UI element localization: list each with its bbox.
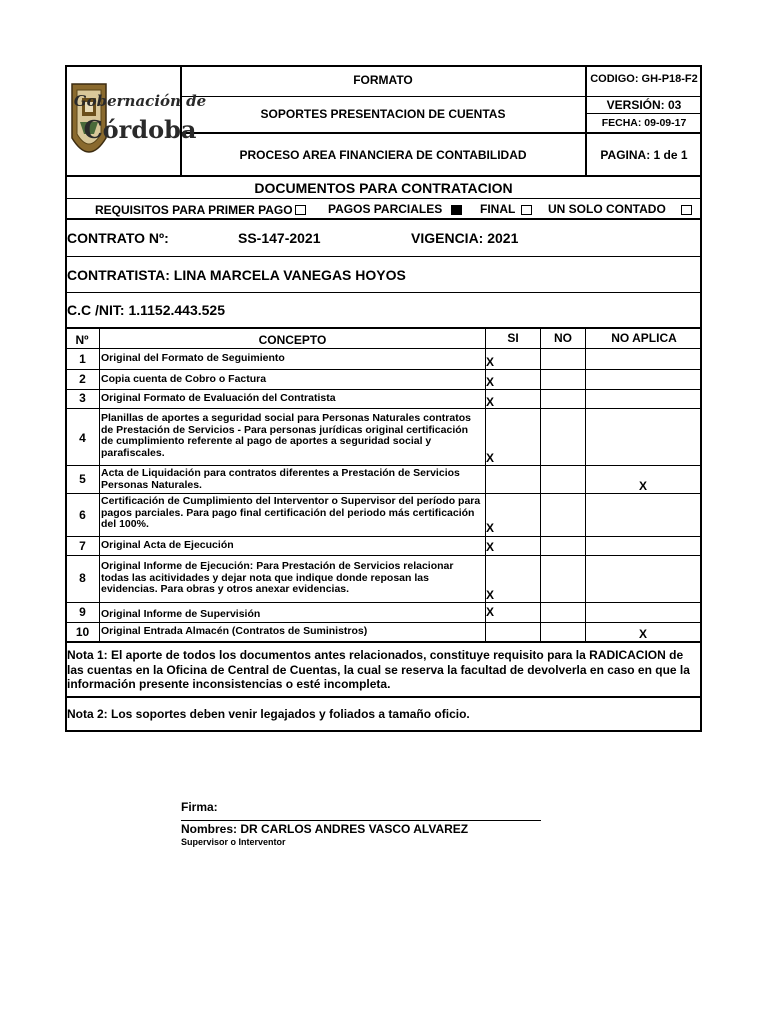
- divider: [540, 328, 541, 642]
- col-header-si: SI: [507, 331, 519, 345]
- row-concepto: Original Informe de Ejecución: Para Prestación de Servicios relacionar todas las acitividades y dejar nota que indique donde reposan las evidencias. Para obras y otros anexar evidencias.: [101, 560, 454, 595]
- form-title: SOPORTES PRESENTACION DE CUENTAS: [260, 107, 506, 121]
- cc-nit: C.C /NIT: 1.1152.443.525: [67, 302, 225, 318]
- mark-si: X: [486, 521, 495, 535]
- divider: [65, 696, 702, 698]
- form-code: CODIGO: GH-P18-F2: [590, 73, 698, 85]
- row-number: 6: [79, 508, 86, 522]
- row-concepto: Acta de Liquidación para contratos diferentes a Prestación de Servicios Personas Naturales.: [101, 467, 460, 491]
- row-number: 3: [79, 391, 86, 405]
- section-title: DOCUMENTOS PARA CONTRATACION: [254, 180, 513, 196]
- mark-no-aplica: X: [639, 627, 648, 641]
- divider: [65, 175, 702, 177]
- mark-no-aplica: X: [639, 479, 648, 493]
- option-final-label: FINAL: [480, 202, 516, 216]
- logo: [68, 76, 207, 168]
- divider: [65, 389, 702, 390]
- row-concepto: Copia cuenta de Cobro o Factura: [101, 373, 267, 385]
- row-concepto: Original Entrada Almacén (Contratos de Suministros): [101, 625, 368, 637]
- checkbox-primer-pago[interactable]: [295, 205, 306, 215]
- divider: [65, 536, 702, 537]
- checkbox-solo-contado[interactable]: [681, 205, 692, 215]
- option-solo-contado: [548, 202, 692, 216]
- divider: [65, 256, 702, 257]
- mark-si: X: [486, 540, 495, 554]
- row-number: 5: [79, 472, 86, 486]
- nota-1: Nota 1: El aporte de todos los documentos antes relacionados, constituye requisito para la RADICACION de las cuentas en la Oficina de Central de Cuentas, la cual se reserva la facultad de devolverla en caso en que la información presente inconsistencias o esté incompleta.: [67, 648, 690, 691]
- option-parciales-label: PAGOS PARCIALES: [328, 202, 443, 216]
- option-final: [480, 202, 532, 216]
- col-header-no-aplica: NO APLICA: [611, 331, 677, 345]
- mark-si: X: [486, 605, 495, 619]
- divider: [65, 292, 702, 293]
- mark-si: X: [486, 395, 495, 409]
- row-concepto: Certificación de Cumplimiento del Interventor o Supervisor del período para pagos parciales. Para pago final certificación del periodo más certificación del 100%.: [101, 495, 481, 530]
- row-concepto: Original Formato de Evaluación del Contratista: [101, 392, 336, 404]
- contratista: CONTRATISTA: LINA MARCELA VANEGAS HOYOS: [67, 267, 406, 283]
- mark-si: X: [486, 451, 495, 465]
- form-version: VERSIÓN: 03: [606, 98, 682, 112]
- svg-text:Gobernación de: Gobernación de: [73, 92, 207, 110]
- nota-2: Nota 2: Los soportes deben venir legajados y foliados a tamaño oficio.: [67, 707, 470, 721]
- contract-number-value: SS-147-2021: [238, 230, 321, 246]
- signer-role: Supervisor o Interventor: [181, 837, 286, 847]
- option-primer-pago-label: REQUISITOS PARA PRIMER PAGO: [95, 202, 293, 217]
- divider: [65, 327, 702, 329]
- contract-vigencia: VIGENCIA: 2021: [411, 230, 519, 246]
- row-number: 4: [79, 431, 86, 445]
- coat-of-arms-icon: [68, 76, 207, 168]
- checkbox-final[interactable]: [521, 205, 532, 215]
- divider: [65, 602, 702, 603]
- divider: [65, 465, 702, 466]
- divider: [65, 622, 702, 623]
- signature-line: [181, 820, 541, 821]
- option-pagos-parciales: [328, 202, 462, 216]
- row-concepto: Original Informe de Supervisión: [101, 608, 261, 620]
- divider: [65, 408, 702, 409]
- divider: [65, 198, 702, 199]
- contract-number-label: CONTRATO Nº:: [67, 230, 169, 246]
- signature-label: Firma:: [181, 800, 218, 814]
- divider: [65, 348, 702, 349]
- divider: [65, 369, 702, 370]
- row-number: 8: [79, 571, 86, 585]
- process-name: PROCESO AREA FINANCIERA DE CONTABILIDAD: [239, 148, 527, 162]
- divider: [65, 555, 702, 556]
- row-number: 9: [79, 605, 86, 619]
- divider: [180, 96, 702, 97]
- col-header-num: Nº: [75, 333, 89, 347]
- divider: [180, 132, 702, 134]
- divider: [65, 493, 702, 494]
- row-number: 7: [79, 539, 86, 553]
- divider: [65, 641, 702, 643]
- row-number: 2: [79, 372, 86, 386]
- row-concepto: Original del Formato de Seguimiento: [101, 352, 285, 364]
- mark-si: X: [486, 355, 495, 369]
- form-date: FECHA: 09-09-17: [601, 117, 687, 129]
- mark-si: X: [486, 588, 495, 602]
- form-type: FORMATO: [353, 73, 413, 87]
- row-concepto: Original Acta de Ejecución: [101, 539, 234, 551]
- page-number: PAGINA: 1 de 1: [600, 148, 688, 162]
- row-concepto: Planillas de aportes a seguridad social para Personas Naturales contratos de Prestación de Servicios - Para personas jurídicas original certificación de cumplimiento referente al pago de aportes a seguridad social y parafiscales.: [101, 412, 471, 459]
- signer-name: Nombres: DR CARLOS ANDRES VASCO ALVAREZ: [181, 822, 469, 836]
- divider: [585, 113, 702, 114]
- divider: [65, 218, 702, 220]
- row-number: 10: [75, 625, 90, 639]
- divider: [585, 328, 586, 642]
- option-solo-contado-label: UN SOLO CONTADO: [548, 202, 666, 216]
- checkbox-pagos-parciales[interactable]: [451, 205, 462, 215]
- col-header-concepto: CONCEPTO: [258, 333, 327, 347]
- col-header-no: NO: [554, 331, 572, 345]
- svg-text:Córdoba: Córdoba: [83, 115, 197, 144]
- option-primer-pago: [95, 202, 306, 217]
- row-number: 1: [79, 352, 86, 366]
- mark-si: X: [486, 375, 495, 389]
